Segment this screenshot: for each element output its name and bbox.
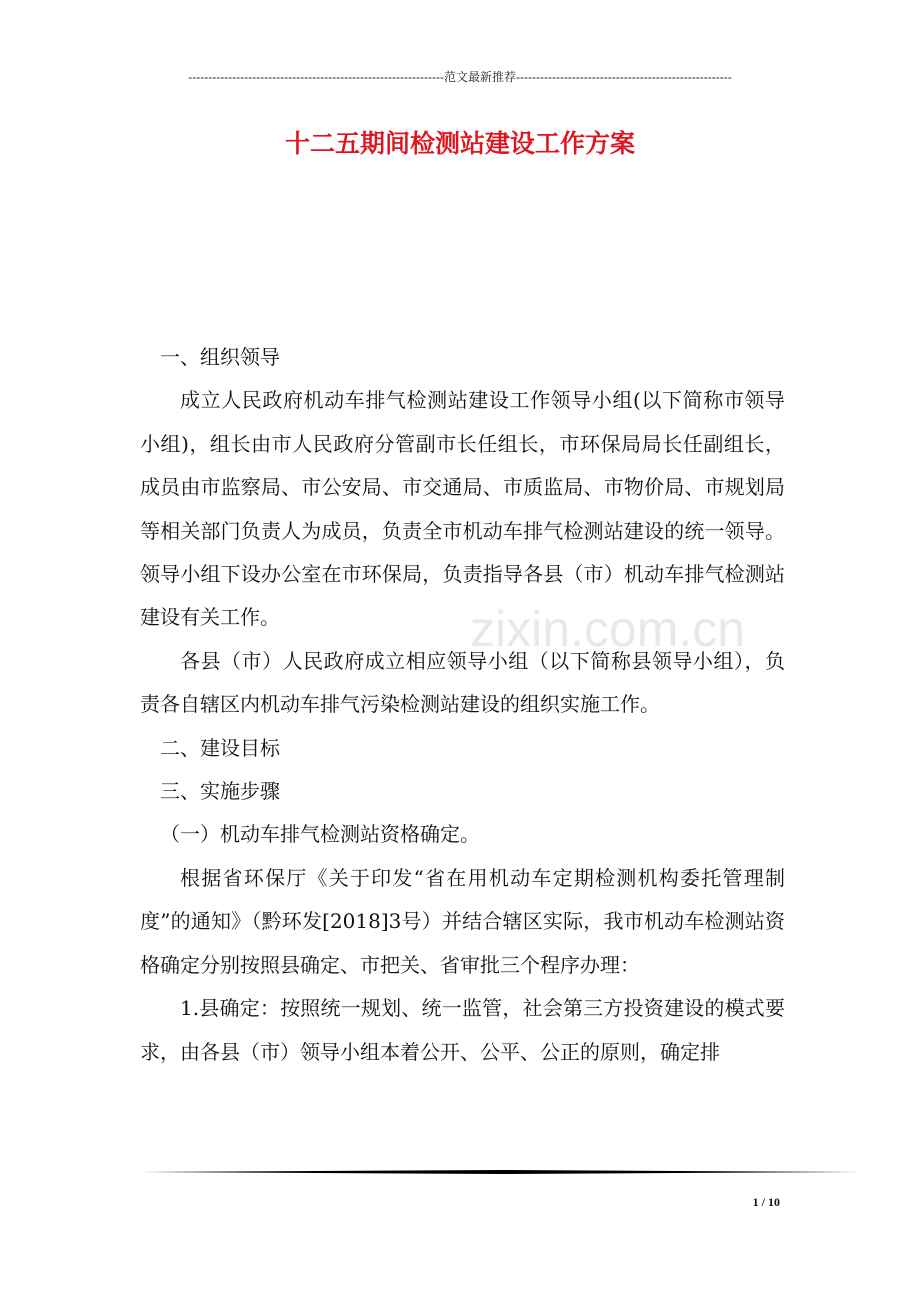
section-heading: 三、实施步骤 (160, 779, 280, 804)
paragraph: 1.县确定：按照统一规划、统一监管，社会第三方投资建设的模式要求，由各县（市）领导小组本着公开、公平、公正的原则，确定排 (140, 996, 785, 1064)
document-body (140, 336, 785, 1074)
paragraph: 成立人民政府机动车排气检测站建设工作领导小组(以下简称市领导小组)，组长由市人民政府分管副市长任组长，市环保局局长任副组长，成员由市监察局、市公安局、市交通局、市质监局、市物价局、市规划局等相关部门负责人为成员，负责全市机动车排气检测站建设的统一领导。领导小组下设办公室在市环保局，负责指导各县（市）机动车排气检测站建设有关工作。 (140, 388, 785, 630)
page-header (140, 68, 780, 85)
header-dashes-left: ---------------------------------------------------------------- (188, 70, 444, 84)
subsection-heading: （一）机动车排气检测站资格确定。 (160, 822, 480, 847)
header-dashes-right: ------------------------------------------------------ (515, 70, 732, 84)
header-label: 范文最新推荐 (443, 70, 516, 84)
section-heading: 一、组织领导 (160, 345, 280, 369)
watermark: zixin.com.cn (470, 601, 746, 657)
paragraph: 根据省环保厅《关于印发“省在用机动车定期检测机构委托管理制度”的通知》（黔环发[2018]3号）并结合辖区实际，我市机动车检测站资格确定分别按照县确定、市把关、省审批三个程序办理： (140, 865, 785, 977)
page-number: 1 / 10 (752, 1195, 780, 1209)
section-heading: 二、建设目标 (160, 735, 280, 760)
paragraph: 各县（市）人民政府成立相应领导小组（以下简称县领导小组），负责各自辖区内机动车排气污染检测站建设的组织实施工作。 (140, 648, 785, 717)
document-title: 十二五期间检测站建设工作方案 (284, 129, 635, 158)
footer-rule (140, 1170, 862, 1174)
